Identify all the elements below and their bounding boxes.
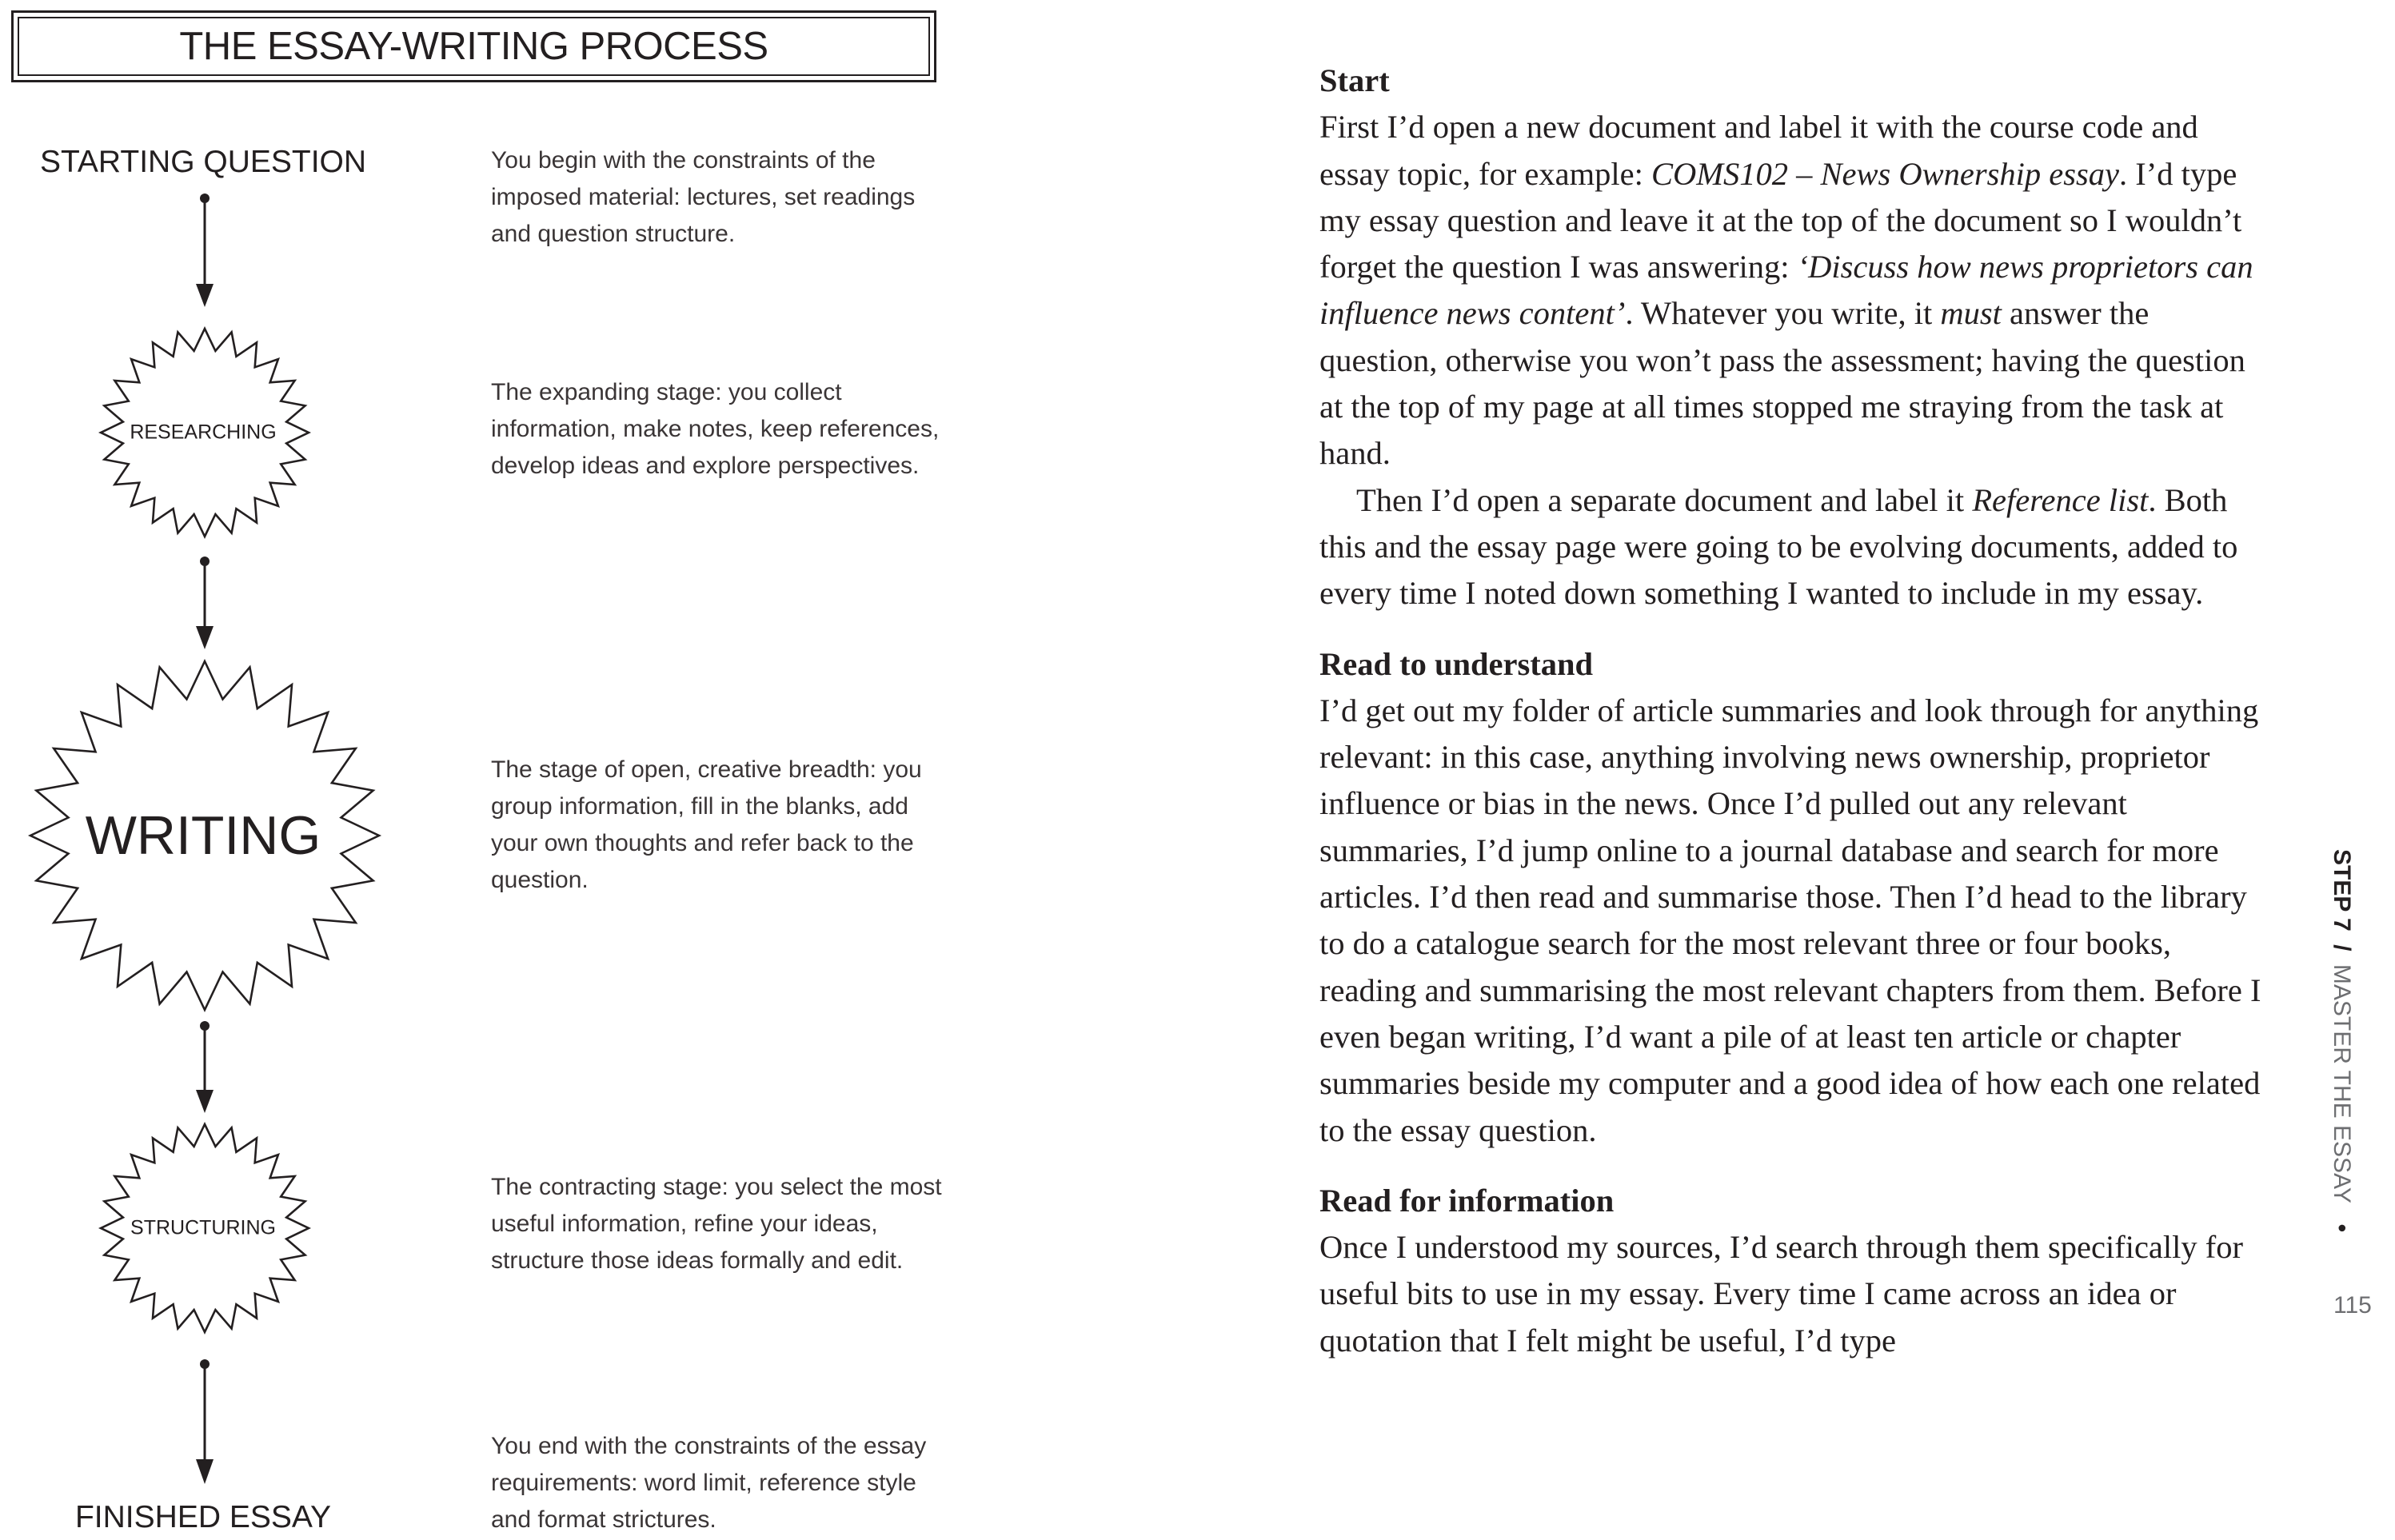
writing-label: WRITING [85,805,321,866]
researching-description: The expanding stage: you collect information, make notes, keep references, develop ideas and explore perspectives. [491,379,940,479]
starting-question-label: STARTING QUESTION [39,145,367,179]
arrow-structuring-to-finish [196,1359,214,1484]
finished-essay-label: FINISHED ESSAY [74,1500,332,1534]
running-head-separator: / [2329,944,2355,952]
researching-label: RESEARCHING [130,421,277,444]
diagram-title: THE ESSAY-WRITING PROCESS [179,25,768,68]
paragraph-start-1: First I’d open a new document and label it with the course code and essay topic, for example: COMS102 – News Ownership essay. I’d type my essay question and leave it at the top of the document so I wouldn’t forget the question I was answering: ‘Discuss how news proprietors can influence news content’. Whatever you write, it must answer the question, otherwise you won’t pass the assessment; having the question at the top of my page at all times stopped me straying from the task at hand. [1319,109,2253,472]
writing-description: The stage of open, creative breadth: you group information, fill in the blanks, add your own thoughts and refer back to the question. [491,756,922,893]
paragraph-read-to-understand: I’d get out my folder of article summaries and look through for anything relevant: in this case, anything involving news ownership, proprietor influence or bias in the news. Once I’d pulled out any relevant summaries, I’d jump online to a journal database and search for more articles. I’d then read and summarise those. Then I’d head to the library to do a catalogue search for the most relevant three or four books, reading and summarising the most relevant chapters from them. Before I even began writing, I’d want a pile of at least ten article or chapter summaries beside my computer and a good idea of how each one related to the essay question. [1319,692,2261,1148]
running-head [2328,849,2355,1232]
section-heading-read-for-information: Read for information [1319,1182,1615,1219]
paragraph-read-for-information: Once I understood my sources, I’d search through them specifically for useful bits to use in my essay. Every time I came across an idea or quotation that I felt might be useful, I’d type [1319,1229,2244,1358]
body-text-column [1319,58,2263,1364]
starting-question-description: You begin with the constraints of the imposed material: lectures, set readings and question structure. [491,147,916,247]
paragraph-start-2: Then I’d open a separate document and label it Reference list. Both this and the essay page were going to be evolving documents, added to every time I noted down something I wanted to include in my essay. [1319,481,2238,612]
section-heading-read-to-understand: Read to understand [1319,645,1594,682]
running-head-bullet: • [2329,1223,2355,1233]
structuring-label: STRUCTURING [130,1216,276,1239]
arrow-start-to-researching [196,193,214,307]
running-head-chapter: MASTER THE ESSAY [2329,963,2355,1203]
finished-essay-description: You end with the constraints of the essay requirements: word limit, reference style and format strictures. [491,1433,927,1533]
arrow-researching-to-writing [196,557,214,649]
structuring-description: The contracting stage: you select the most useful information, refine your ideas, structure those ideas formally and edit. [491,1174,942,1274]
section-heading-start: Start [1319,62,1390,98]
page-number: 115 [2333,1292,2372,1319]
arrow-writing-to-structuring [196,1021,214,1113]
running-head-step: STEP 7 [2329,849,2355,932]
